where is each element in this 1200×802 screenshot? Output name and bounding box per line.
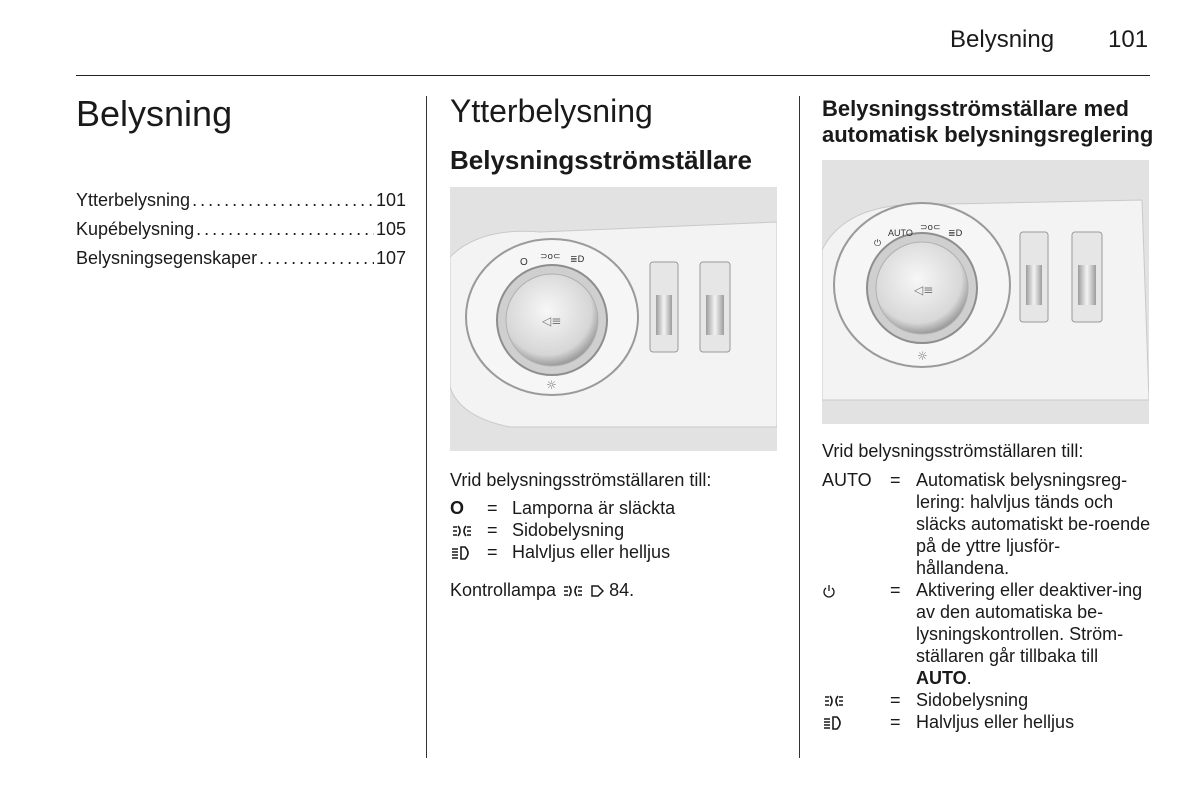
toc-entry-page: 101 [375, 190, 406, 210]
page-number: 101 [1108, 26, 1149, 53]
switch-intro-text: Vrid belysningsströmställaren till: [450, 470, 712, 490]
toc-entry[interactable] [76, 188, 406, 217]
subsection-heading-auto: Belysningsströmställare med automatisk belysningsreglering [822, 96, 1154, 147]
control-lamp-reference [450, 579, 634, 601]
toc-entry-label: Kupébelysning [76, 219, 195, 239]
column-divider-2 [799, 96, 800, 758]
chapter-toc [76, 188, 406, 275]
switch-position-list [450, 497, 780, 563]
svg-text:O: O [520, 257, 528, 268]
equals-sign: = [487, 542, 498, 562]
toc-leader [259, 246, 374, 275]
equals-sign: = [487, 498, 498, 518]
subsection-heading: Belysningsströmställare [450, 145, 753, 175]
position-description: Sidobelysning [916, 690, 1029, 710]
position-description: Lamporna är släckta [512, 498, 676, 518]
auto-switch-position-list [822, 469, 1152, 733]
svg-text:☼: ☼ [546, 378, 557, 392]
page-reference-arrow-icon [590, 580, 604, 600]
equals-sign: = [890, 580, 901, 600]
svg-text:≣D: ≣D [570, 255, 585, 265]
light-switch-photo [450, 187, 777, 451]
chapter-title: Belysning [76, 93, 233, 134]
svg-text:◁≡: ◁≡ [542, 314, 562, 328]
equals-sign: = [890, 712, 901, 732]
control-lamp-label: Kontrollampa [450, 580, 557, 600]
description-period: . [966, 668, 972, 688]
page-reference-link[interactable]: 84. [609, 580, 635, 600]
side-lights-icon [822, 689, 890, 711]
toc-entry-page: 105 [375, 219, 406, 239]
side-lights-icon [561, 580, 585, 600]
off-position-icon: O [450, 498, 465, 518]
switch-position-side-lights [450, 519, 780, 541]
side-lights-icon [450, 519, 487, 541]
switch-position-power [822, 579, 1152, 689]
svg-text:AUTO: AUTO [888, 228, 913, 238]
position-description: Halvljus eller helljus [916, 712, 1075, 732]
section-heading: Ytterbelysning [450, 93, 653, 129]
headlights-icon [450, 541, 487, 563]
switch-position-headlights [450, 541, 780, 563]
position-description [916, 579, 1152, 689]
running-header-title: Belysning [950, 26, 1055, 53]
svg-text:☼: ☼ [917, 349, 928, 363]
switch-position-side-lights [822, 689, 1152, 711]
auto-light-switch-photo [822, 160, 1149, 424]
toc-entry-label: Belysningsegenskaper [76, 248, 258, 268]
header-rule [76, 75, 1150, 76]
power-icon [822, 579, 890, 689]
svg-text:≣D: ≣D [948, 229, 963, 239]
auto-switch-intro-text: Vrid belysningsströmställaren till: [822, 441, 1084, 461]
switch-position-headlights [822, 711, 1152, 733]
headlights-icon [822, 711, 890, 733]
position-description: Halvljus eller helljus [512, 542, 671, 562]
toc-entry-label: Ytterbelysning [76, 190, 191, 210]
toc-leader [196, 217, 374, 246]
equals-sign: = [890, 690, 901, 710]
auto-symbol: AUTO [822, 470, 872, 490]
equals-sign: = [487, 520, 498, 540]
svg-text:⊃o⊂: ⊃o⊂ [540, 252, 561, 262]
svg-text:⊃o⊂: ⊃o⊂ [920, 223, 941, 233]
toc-leader [192, 188, 374, 217]
toc-entry-page: 107 [375, 248, 406, 268]
position-description: Sidobelysning [512, 520, 625, 540]
svg-text:⏻: ⏻ [874, 239, 882, 249]
position-description-text: Aktivering eller deaktiver-ing av den automatiska be-lysningskontrollen. Ström-ställaren går tillbaka till [916, 580, 1143, 666]
switch-position-auto [822, 469, 1152, 579]
toc-entry[interactable] [76, 217, 406, 246]
toc-entry[interactable] [76, 246, 406, 275]
column-divider-1 [426, 96, 427, 758]
auto-reference: AUTO [916, 668, 967, 688]
switch-position-off [450, 497, 780, 519]
equals-sign: = [890, 470, 901, 490]
svg-text:◁≡: ◁≡ [914, 283, 934, 297]
position-description: Automatisk belysningsreg-lering: halvljus tänds och släcks automatiskt be-roende på de yttre ljusför-hållandena. [916, 470, 1151, 578]
